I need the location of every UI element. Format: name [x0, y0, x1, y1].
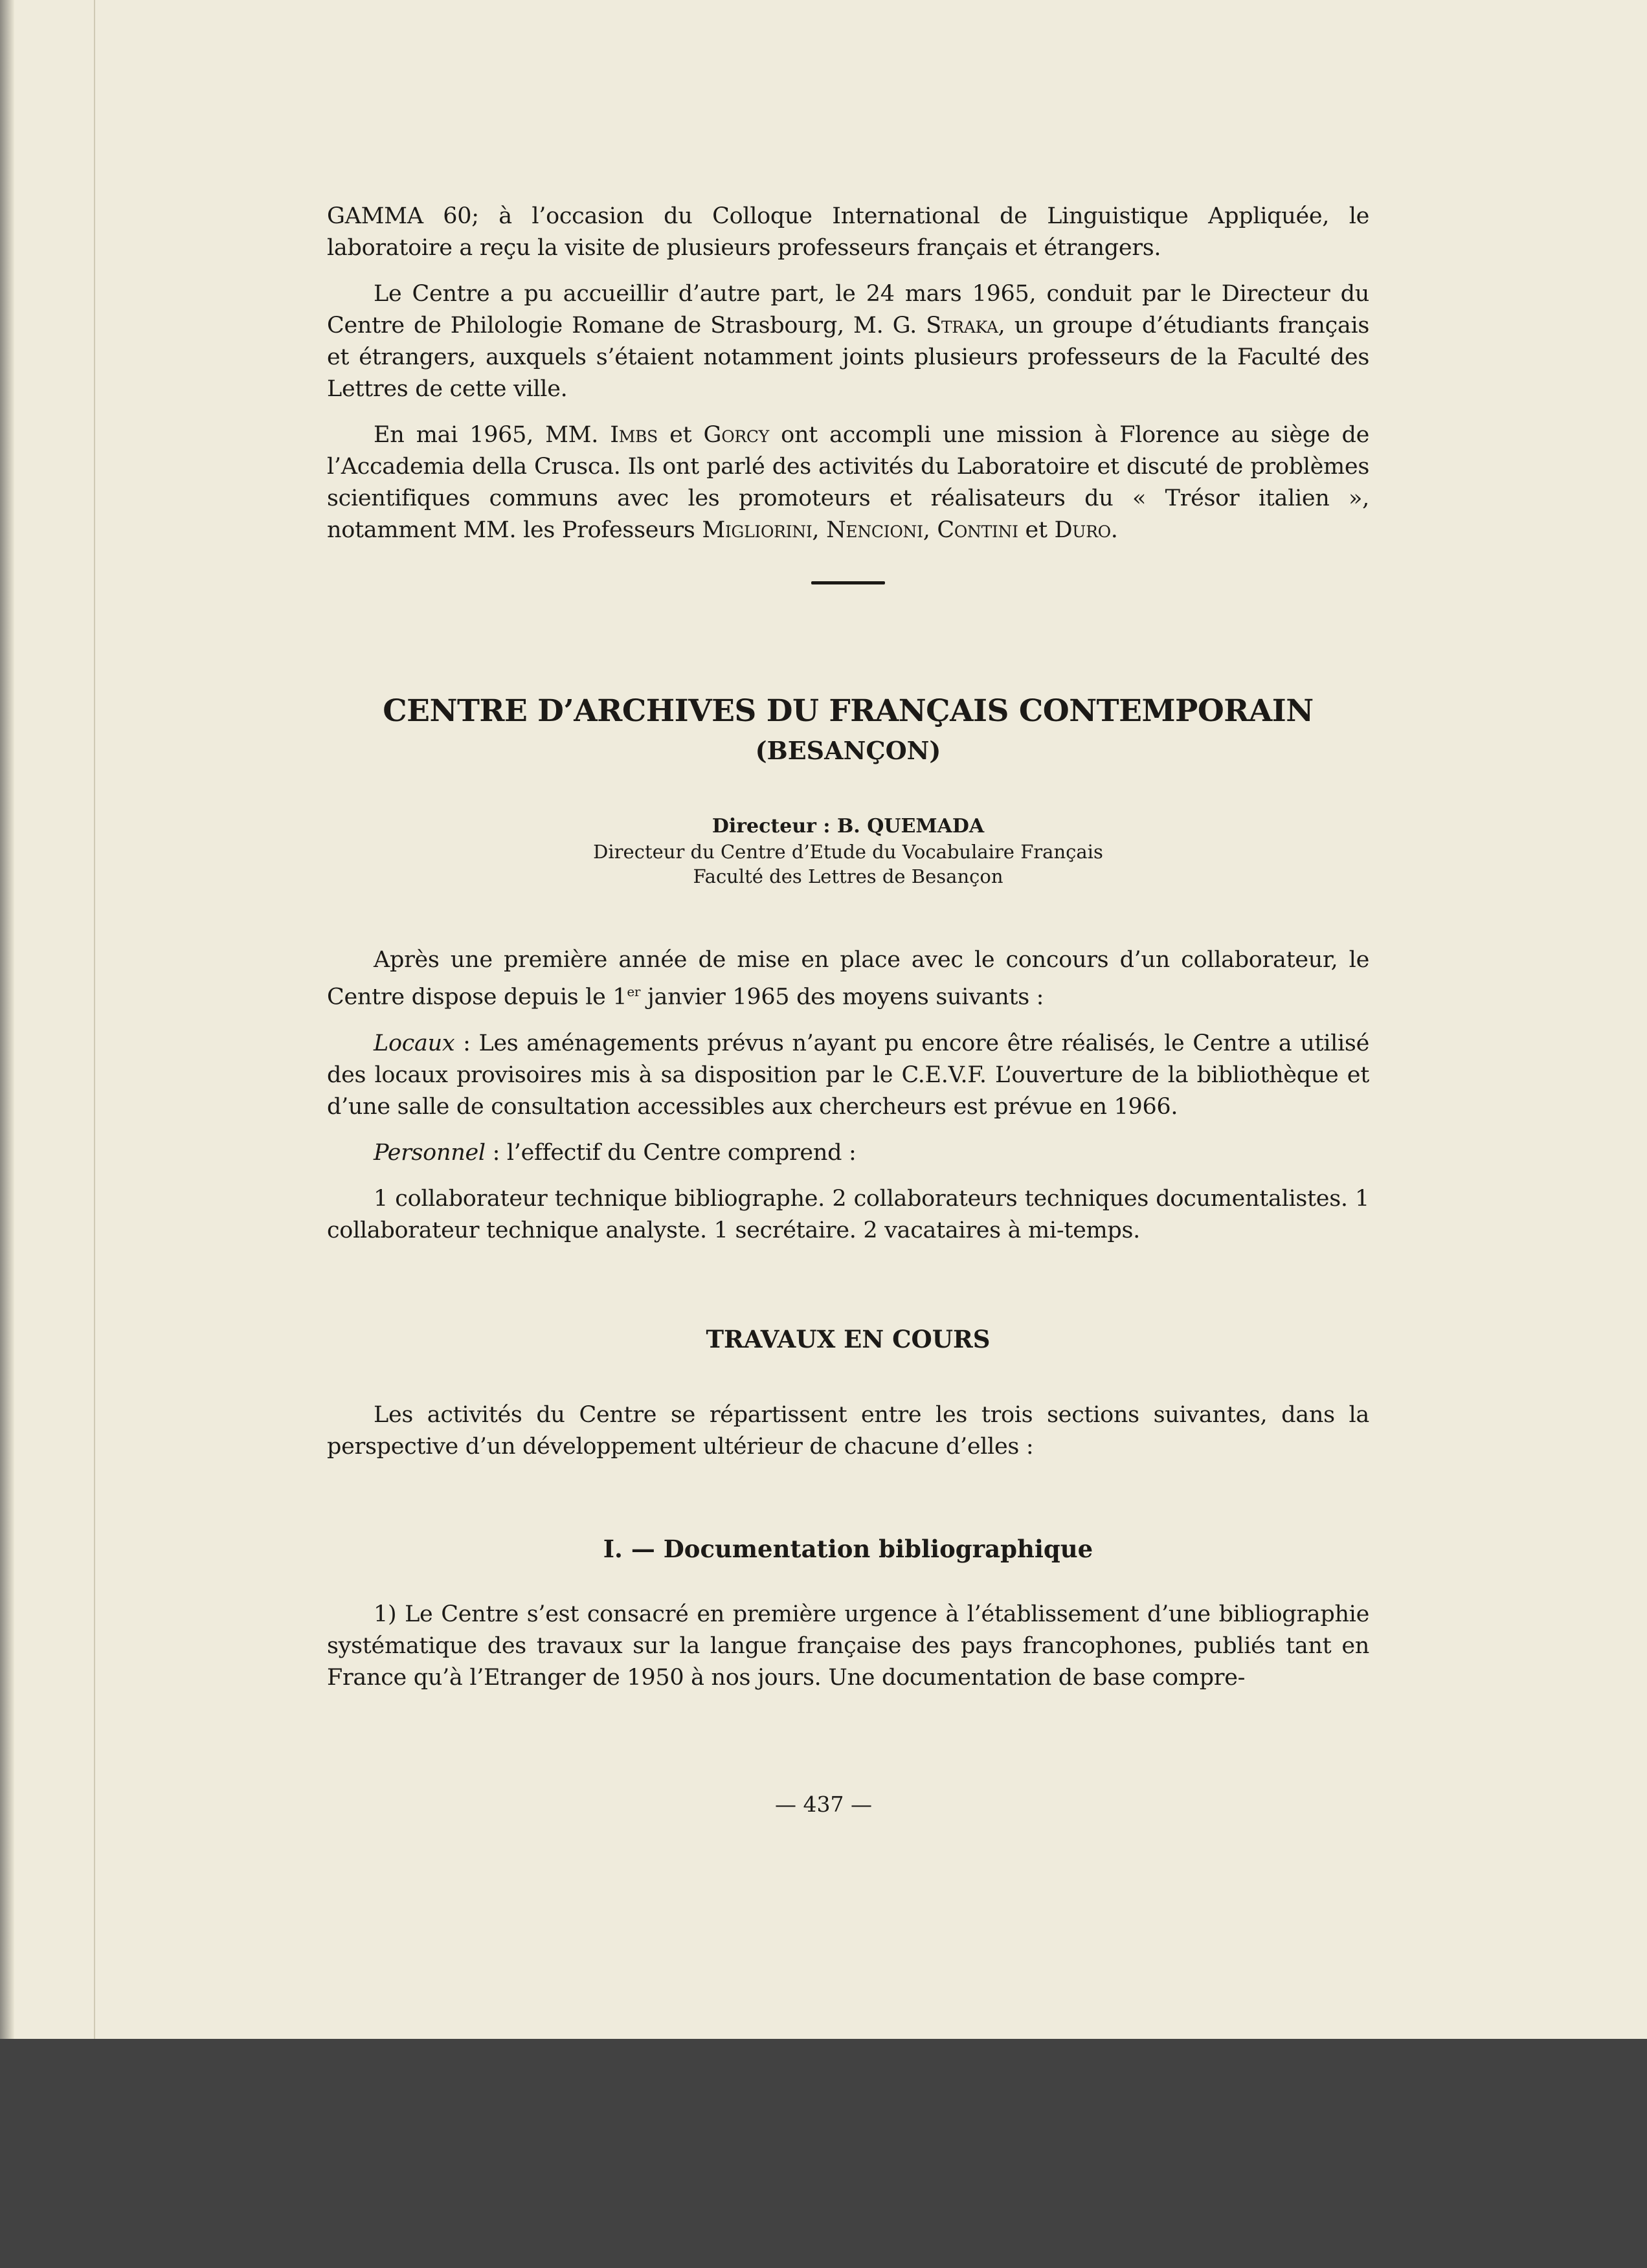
scanner-background — [0, 2039, 1647, 2268]
page-content — [327, 201, 1369, 1694]
section-1-heading: I. — Documentation bibliographique — [603, 1534, 1093, 1563]
paragraph-staff: 1 collaborateur technique bibliographe. 2 collaborateurs techniques documentalistes. 1 collaborateur technique analyste. 1 secrétaire. 2 vacataires à mi-temps. — [327, 1185, 1369, 1243]
text-run: , un groupe d’étudiants français et étrangers, auxquels s’étaient notamment joints plusieurs professeurs de la Faculté des Lettres de cette ville. — [327, 313, 1369, 402]
text-run: , — [812, 517, 827, 543]
paragraph-locaux — [327, 1028, 1369, 1123]
paragraph-gamma60: GAMMA 60; à l’occasion du Colloque International de Linguistique Appliquée, le laboratoire a reçu la visite de plusieurs professeurs français et étrangers. — [327, 203, 1369, 261]
personnel-label: Personnel — [374, 1139, 486, 1166]
text-run: Après une première année de mise en place avec le concours d’un collaborateur, le Centre dispose depuis le 1 — [327, 947, 1369, 1010]
person-name: Nencioni — [826, 517, 923, 543]
text-run: : l’effectif du Centre comprend : — [485, 1139, 857, 1166]
director-label: Directeur : — [711, 815, 837, 838]
director-affiliation-1: Directeur du Centre d’Etude du Vocabulaire Français — [593, 841, 1103, 863]
page-fold-line — [94, 0, 95, 2042]
paragraph-strasbourg-visit — [327, 278, 1369, 405]
person-name: Gorcy — [703, 422, 769, 448]
director-line — [327, 814, 1369, 839]
person-name: Imbs — [610, 422, 658, 448]
director-affiliation-2: Faculté des Lettres de Besançon — [693, 865, 1003, 887]
person-name: Straka — [926, 313, 998, 339]
section-divider — [811, 581, 885, 584]
travaux-heading: TRAVAUX EN COURS — [706, 1324, 991, 1353]
text-run: : Les aménagements prévus n’ayant pu encore être réalisés, le Centre a utilisé des locaux provisoires mis à sa disposition par le C.E.V.F. L’ouverture de la bibliothèque et d’une salle de consultation accessibles aux chercheurs est prévue en 1966. — [327, 1030, 1369, 1120]
person-name: Contini — [937, 517, 1018, 543]
superscript: er — [627, 984, 641, 999]
text-run: ont accompli une mission à Florence au siège de l’Accademia della Crusca. Ils ont parlé des activités du Laboratoire et discuté de problèmes scientifiques communs avec les promoteurs et réalisateurs du « Trésor italien », notamment MM. les Professeurs — [327, 422, 1369, 543]
text-run: En mai 1965, MM. — [374, 422, 611, 448]
binding-shadow — [0, 0, 14, 2039]
paragraph-personnel — [327, 1137, 1369, 1169]
text-run: . — [1110, 517, 1118, 543]
text-run: janvier 1965 des moyens suivants : — [640, 984, 1044, 1010]
text-run: , — [923, 517, 937, 543]
director-name: B. QUEMADA — [836, 815, 985, 838]
centre-city: (BESANÇON) — [755, 736, 941, 765]
person-name: Duro — [1054, 517, 1111, 543]
text-run: et — [657, 422, 704, 448]
paragraph-first-year — [327, 944, 1369, 1014]
text-run: et — [1018, 517, 1055, 543]
paragraph-bibliography: 1) Le Centre s’est consacré en première urgence à l’établissement d’une bibliographie systématique des travaux sur la langue française des pays francophones, publiés tant en France qu’à l’Etranger de 1950 à nos jours. Une documentation de base compre- — [327, 1601, 1369, 1691]
locaux-label: Locaux — [374, 1030, 455, 1056]
text-run: Le Centre a pu accueillir d’autre part, le 24 mars 1965, conduit par le Directeur du Centre de Philologie Romane de Strasbourg, M. G. — [327, 281, 1369, 339]
page-number: — 437 — — [775, 1792, 872, 1817]
person-name: Migliorini — [702, 517, 812, 543]
paragraph-florence-mission — [327, 419, 1369, 546]
centre-title: CENTRE D’ARCHIVES DU FRANÇAIS CONTEMPORAIN — [383, 693, 1314, 729]
paragraph-travaux-intro: Les activités du Centre se répartissent entre les trois sections suivantes, dans la perspective d’un développement ultérieur de chacune d’elles : — [327, 1401, 1369, 1460]
